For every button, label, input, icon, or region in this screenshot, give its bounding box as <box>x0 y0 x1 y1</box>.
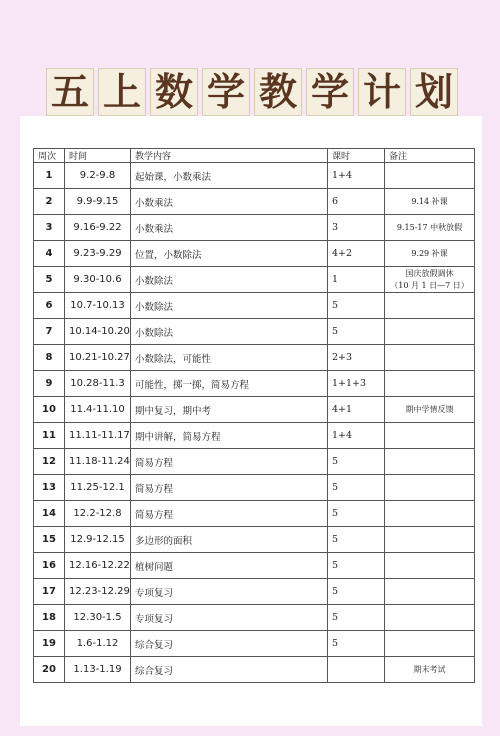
cell-time: 10.7-10.13 <box>65 293 131 319</box>
cell-week: 5 <box>34 267 65 293</box>
table-row <box>34 449 475 475</box>
cell-week: 19 <box>34 631 65 657</box>
cell-note <box>385 241 475 267</box>
cell-hours: 1+4 <box>328 163 385 189</box>
cell-content: 综合复习 <box>131 631 328 657</box>
cell-hours: 5 <box>328 605 385 631</box>
cell-note <box>385 501 475 527</box>
cell-time: 9.30-10.6 <box>65 267 131 293</box>
cell-content: 简易方程 <box>131 475 328 501</box>
table-header-row <box>34 149 475 163</box>
cell-week: 11 <box>34 423 65 449</box>
cell-hours <box>328 657 385 683</box>
cell-week: 12 <box>34 449 65 475</box>
cell-time: 11.25-12.1 <box>65 475 131 501</box>
cell-hours: 1+4 <box>328 423 385 449</box>
cell-week: 10 <box>34 397 65 423</box>
cell-note <box>385 215 475 241</box>
cell-content: 专项复习 <box>131 579 328 605</box>
cell-week: 13 <box>34 475 65 501</box>
cell-time: 12.30-1.5 <box>65 605 131 631</box>
cell-note <box>385 189 475 215</box>
title-char: 计 <box>358 68 406 116</box>
cell-note <box>385 397 475 423</box>
cell-time: 9.9-9.15 <box>65 189 131 215</box>
cell-time: 9.2-9.8 <box>65 163 131 189</box>
cell-note <box>385 527 475 553</box>
cell-content: 期中讲解，简易方程 <box>131 423 328 449</box>
cell-content: 起始课，小数乘法 <box>131 163 328 189</box>
cell-week: 20 <box>34 657 65 683</box>
cell-time: 11.4-11.10 <box>65 397 131 423</box>
cell-hours: 5 <box>328 475 385 501</box>
cell-time: 9.23-9.29 <box>65 241 131 267</box>
cell-week: 4 <box>34 241 65 267</box>
cell-time: 12.2-12.8 <box>65 501 131 527</box>
title-char: 上 <box>98 68 146 116</box>
cell-content: 可能性，掷一掷，简易方程 <box>131 371 328 397</box>
table-row <box>34 423 475 449</box>
cell-note <box>385 579 475 605</box>
cell-hours: 5 <box>328 631 385 657</box>
cell-note <box>385 345 475 371</box>
cell-week: 7 <box>34 319 65 345</box>
cell-time: 12.9-12.15 <box>65 527 131 553</box>
table-row <box>34 475 475 501</box>
title-char: 划 <box>410 68 458 116</box>
cell-hours: 1+1+3 <box>328 371 385 397</box>
cell-time: 10.14-10.20 <box>65 319 131 345</box>
cell-note <box>385 163 475 189</box>
cell-note <box>385 319 475 345</box>
cell-content: 期中复习，期中考 <box>131 397 328 423</box>
title-char: 数 <box>150 68 198 116</box>
cell-time: 11.11-11.17 <box>65 423 131 449</box>
cell-content: 小数除法 <box>131 319 328 345</box>
cell-content: 小数除法 <box>131 293 328 319</box>
note-line: 期末考试 <box>413 664 446 674</box>
cell-week: 9 <box>34 371 65 397</box>
cell-week: 16 <box>34 553 65 579</box>
header-note: 备注 <box>385 149 475 163</box>
schedule-table <box>33 148 475 683</box>
table-row <box>34 631 475 657</box>
cell-note <box>385 371 475 397</box>
cell-note <box>385 553 475 579</box>
table-row <box>34 605 475 631</box>
cell-time: 10.21-10.27 <box>65 345 131 371</box>
table-row <box>34 241 475 267</box>
header-hours: 课时 <box>328 149 385 163</box>
cell-week: 14 <box>34 501 65 527</box>
cell-hours: 5 <box>328 579 385 605</box>
cell-content: 位置，小数除法 <box>131 241 328 267</box>
cell-note <box>385 631 475 657</box>
cell-note <box>385 423 475 449</box>
cell-note <box>385 475 475 501</box>
header-content: 教学内容 <box>131 149 328 163</box>
cell-time: 10.28-11.3 <box>65 371 131 397</box>
cell-time: 1.6-1.12 <box>65 631 131 657</box>
title-char: 学 <box>306 68 354 116</box>
cell-hours: 4+1 <box>328 397 385 423</box>
table-row <box>34 319 475 345</box>
cell-hours: 1 <box>328 267 385 293</box>
cell-content: 多边形的面积 <box>131 527 328 553</box>
cell-hours: 5 <box>328 527 385 553</box>
cell-hours: 5 <box>328 293 385 319</box>
cell-content: 小数乘法 <box>131 189 328 215</box>
table-row <box>34 371 475 397</box>
cell-hours: 5 <box>328 319 385 345</box>
table-row <box>34 397 475 423</box>
cell-content: 植树问题 <box>131 553 328 579</box>
cell-week: 3 <box>34 215 65 241</box>
cell-note <box>385 605 475 631</box>
cell-content: 小数乘法 <box>131 215 328 241</box>
cell-content: 综合复习 <box>131 657 328 683</box>
cell-content: 小数除法，可能性 <box>131 345 328 371</box>
cell-hours: 2+3 <box>328 345 385 371</box>
header-week: 周次 <box>34 149 65 163</box>
cell-hours: 5 <box>328 449 385 475</box>
cell-time: 12.16-12.22 <box>65 553 131 579</box>
cell-note <box>385 657 475 683</box>
table-row <box>34 215 475 241</box>
cell-hours: 5 <box>328 553 385 579</box>
note-line: 9.15-17 中秋放假 <box>396 222 463 232</box>
table-row <box>34 163 475 189</box>
cell-week: 17 <box>34 579 65 605</box>
cell-time: 12.23-12.29 <box>65 579 131 605</box>
table-row <box>34 527 475 553</box>
table-row <box>34 345 475 371</box>
table-row <box>34 293 475 319</box>
cell-note <box>385 267 475 293</box>
table-row <box>34 579 475 605</box>
note-line: 国庆放假调休 <box>405 268 454 278</box>
cell-time: 1.13-1.19 <box>65 657 131 683</box>
cell-content: 小数除法 <box>131 267 328 293</box>
table-row <box>34 553 475 579</box>
note-line: 期中学情反馈 <box>405 404 454 414</box>
cell-week: 1 <box>34 163 65 189</box>
cell-hours: 3 <box>328 215 385 241</box>
cell-hours: 5 <box>328 501 385 527</box>
note-line: （10 月 1 日—7 日） <box>390 280 469 290</box>
cell-content: 简易方程 <box>131 501 328 527</box>
header-time: 时间 <box>65 149 131 163</box>
title-char: 教 <box>254 68 302 116</box>
cell-content: 专项复习 <box>131 605 328 631</box>
cell-time: 9.16-9.22 <box>65 215 131 241</box>
cell-week: 18 <box>34 605 65 631</box>
table-row <box>34 501 475 527</box>
cell-note <box>385 449 475 475</box>
table-row <box>34 189 475 215</box>
note-line: 9.14 补课 <box>411 196 448 206</box>
cell-time: 11.18-11.24 <box>65 449 131 475</box>
title-char: 五 <box>46 68 94 116</box>
cell-week: 2 <box>34 189 65 215</box>
cell-week: 8 <box>34 345 65 371</box>
table-row <box>34 267 475 293</box>
cell-content: 简易方程 <box>131 449 328 475</box>
cell-hours: 6 <box>328 189 385 215</box>
cell-week: 15 <box>34 527 65 553</box>
page-title <box>46 68 458 116</box>
cell-week: 6 <box>34 293 65 319</box>
cell-note <box>385 293 475 319</box>
cell-hours: 4+2 <box>328 241 385 267</box>
title-char: 学 <box>202 68 250 116</box>
note-line: 9.29 补课 <box>411 248 448 258</box>
table-row <box>34 657 475 683</box>
